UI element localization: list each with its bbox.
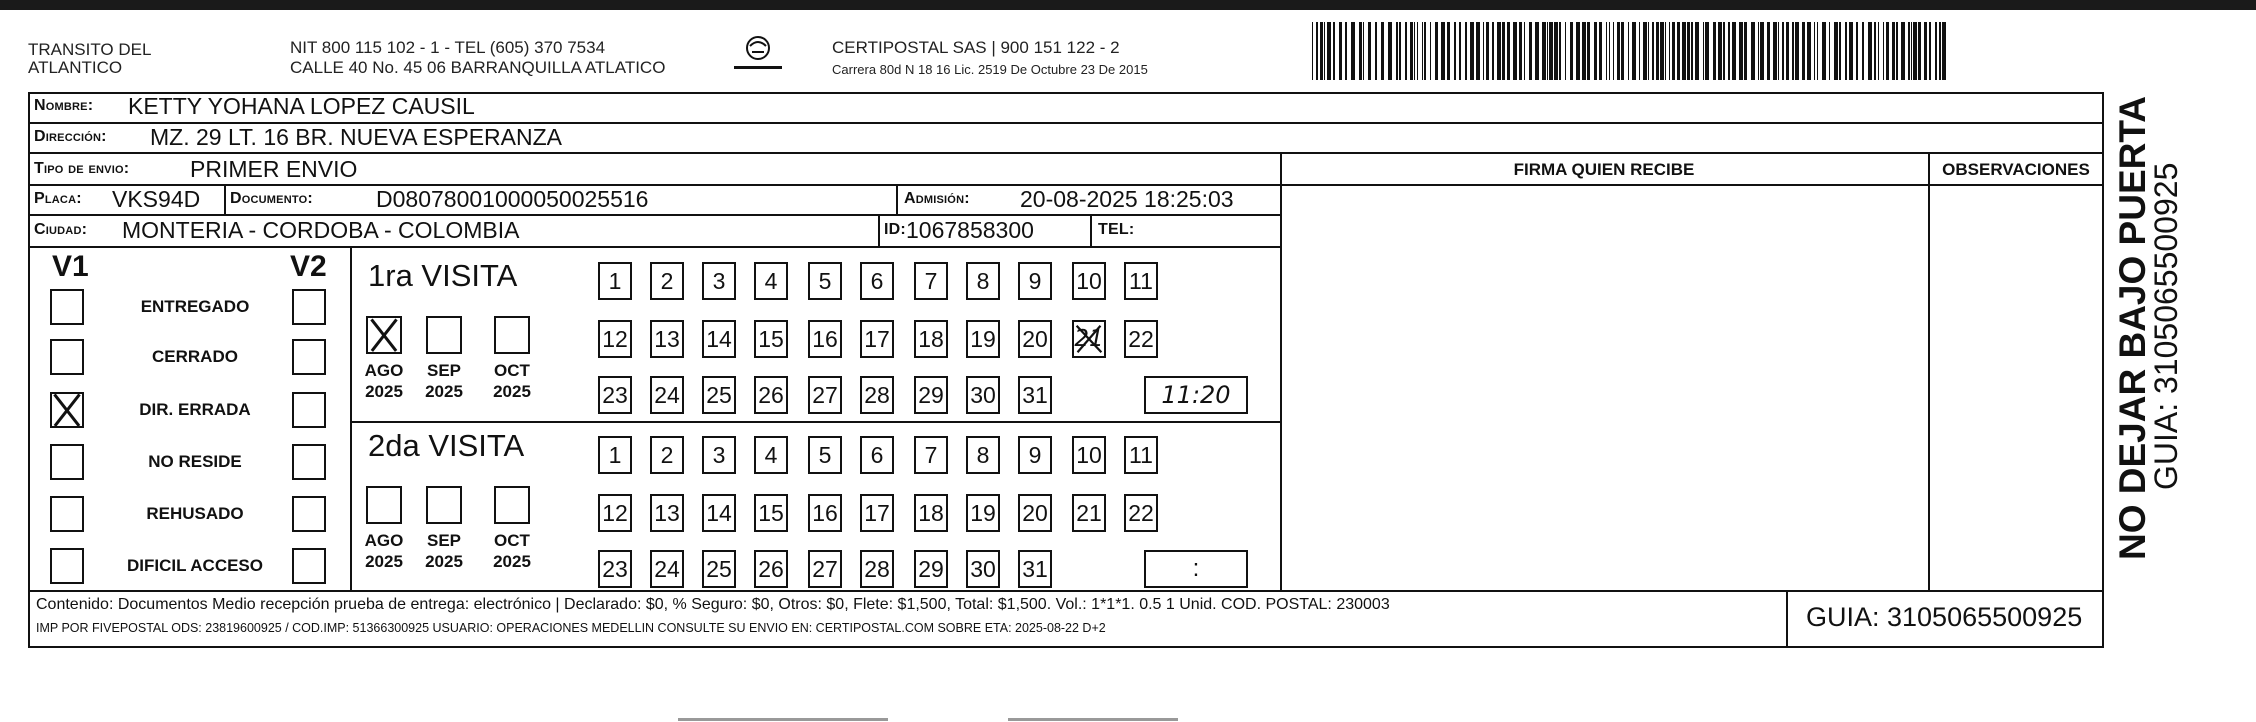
barcode-bar	[1606, 22, 1607, 80]
day-box[interactable]: 22	[1124, 494, 1158, 532]
ciudad-label: Ciudad:	[34, 221, 88, 238]
barcode-bar	[1621, 22, 1624, 80]
time-box[interactable]: :	[1144, 550, 1248, 588]
time-box[interactable]: 11:20	[1144, 376, 1248, 414]
barcode-bar	[1883, 22, 1884, 80]
day-strike-mark	[1077, 326, 1102, 352]
barcode-bar	[1368, 22, 1371, 80]
day-box[interactable]: 17	[860, 494, 894, 532]
day-box[interactable]: 2	[650, 436, 684, 474]
barcode-bar	[1695, 22, 1699, 80]
day-box[interactable]: 13	[650, 320, 684, 358]
day-box[interactable]: 3	[702, 436, 736, 474]
address-line: CALLE 40 No. 45 06 BARRANQUILLA ATLATICO	[290, 58, 666, 77]
barcode-bar	[1705, 22, 1709, 80]
barcode-bar	[1599, 22, 1602, 80]
day-box[interactable]: 31	[1018, 550, 1052, 588]
day-box[interactable]: 29	[914, 376, 948, 414]
barcode-bar	[1388, 22, 1392, 80]
barcode-bar	[1454, 22, 1456, 80]
barcode-bar	[1524, 22, 1525, 80]
day-box[interactable]: 8	[966, 436, 1000, 474]
v2-checkbox[interactable]	[292, 392, 326, 428]
barcode-bar	[1414, 22, 1415, 80]
documento-label: Documento:	[230, 190, 313, 207]
barcode-bar	[1723, 22, 1725, 80]
tipo-envio-value: PRIMER ENVIO	[190, 156, 358, 182]
day-box[interactable]: 20	[1018, 494, 1052, 532]
rule	[224, 184, 226, 214]
barcode-bar	[1339, 22, 1342, 80]
barcode-bar	[1327, 22, 1331, 80]
day-box[interactable]: 4	[754, 262, 788, 300]
barcode-bar	[1435, 22, 1438, 80]
day-box[interactable]: 15	[754, 320, 788, 358]
status-label: REHUSADO	[146, 504, 244, 523]
v1-checkbox[interactable]	[50, 289, 84, 325]
barcode-bar	[1628, 22, 1629, 80]
barcode-bar	[1316, 22, 1318, 80]
scan-mark	[678, 718, 888, 721]
barcode-bar	[1430, 22, 1431, 80]
month-label: AGO 2025	[364, 531, 404, 571]
documento-value: D08078001000050025516	[376, 186, 649, 212]
month-label: OCT 2025	[493, 361, 531, 401]
day-box[interactable]: 9	[1018, 436, 1052, 474]
barcode-bar	[1381, 22, 1384, 80]
barcode-bar	[1758, 22, 1759, 80]
rule	[28, 590, 2104, 592]
day-box[interactable]: 21	[1072, 494, 1106, 532]
barcode-bar	[1549, 22, 1553, 80]
id-label: ID:	[884, 221, 906, 238]
rule	[28, 152, 2104, 154]
scan-mark	[1008, 718, 1178, 721]
month-label: OCT 2025	[493, 531, 531, 571]
firma-header: FIRMA QUIEN RECIBE	[1513, 160, 1695, 179]
barcode-bar	[1333, 22, 1335, 80]
rule	[28, 214, 1280, 216]
nombre-value: KETTY YOHANA LOPEZ CAUSIL	[128, 93, 475, 119]
month-label: SEP 2025	[425, 361, 463, 401]
day-box[interactable]: 24	[650, 376, 684, 414]
barcode-bar	[1424, 22, 1426, 80]
day-box[interactable]: 11	[1124, 436, 1158, 474]
barcode-bar	[1672, 22, 1675, 80]
v2-checkbox[interactable]	[292, 548, 326, 584]
barcode-bar	[1396, 22, 1398, 80]
day-box[interactable]: 10	[1072, 262, 1106, 300]
day-box[interactable]: 25	[702, 376, 736, 414]
barcode-bar	[1312, 22, 1313, 80]
v1-checkbox[interactable]	[50, 444, 84, 480]
barcode-bar	[1513, 22, 1517, 80]
barcode-bar	[1570, 22, 1573, 80]
barcode-bar	[1422, 22, 1423, 80]
barcode-bar	[1470, 22, 1474, 80]
barcode-bar	[1849, 22, 1853, 80]
v2-checkbox[interactable]	[292, 289, 326, 325]
barcode-bar	[1732, 22, 1736, 80]
admision-value: 20-08-2025 18:25:03	[1020, 186, 1234, 212]
barcode-bar	[1497, 22, 1501, 80]
rule	[350, 246, 352, 590]
direccion-label: Dirección:	[34, 128, 107, 145]
barcode-bar	[1441, 22, 1445, 80]
barcode-bar	[1459, 22, 1461, 80]
status-label: DIFICIL ACCESO	[126, 556, 263, 575]
footer-content-line: Contenido: Documentos Medio recepción prueba de entrega: electrónico | Declarado: $0, % Seguro: $0, Otros: $0, Flete: $1,500, Total: $1,500. Vol.: 1*1*1. 0.5 1 Unid. COD. POSTAL: 230003	[36, 596, 1390, 613]
status-label: CERRADO	[152, 347, 238, 366]
barcode-bar	[1375, 22, 1377, 80]
day-box[interactable]: 14	[702, 320, 736, 358]
admision-label: Admisión:	[904, 190, 970, 207]
barcode-bar	[1751, 22, 1755, 80]
barcode-bar	[1669, 22, 1670, 80]
barcode-bar	[1807, 22, 1811, 80]
day-box[interactable]: 14	[702, 494, 736, 532]
v2-header: V2	[290, 250, 327, 283]
day-box[interactable]: 12	[598, 320, 632, 358]
barcode-bar	[1363, 22, 1364, 80]
month-label: AGO 2025	[364, 361, 404, 401]
day-box[interactable]: 30	[966, 550, 1000, 588]
barcode-bar	[1822, 22, 1826, 80]
barcode-bar	[1324, 22, 1325, 80]
barcode-bar	[1942, 22, 1946, 80]
day-box[interactable]: 6	[860, 436, 894, 474]
barcode-bar	[1901, 22, 1905, 80]
tipo-envio-label: Tipo de envio:	[34, 160, 130, 177]
barcode-bar	[1465, 22, 1467, 80]
day-box[interactable]: 20	[1018, 320, 1052, 358]
day-box[interactable]: 22	[1124, 320, 1158, 358]
day-box[interactable]: 18	[914, 320, 948, 358]
rule	[1928, 152, 1930, 590]
day-box[interactable]: 19	[966, 320, 1000, 358]
barcode-bar	[1399, 22, 1401, 80]
barcode-bar	[1829, 22, 1830, 80]
day-box[interactable]: 18	[914, 494, 948, 532]
barcode-bar	[1739, 22, 1743, 80]
day-box[interactable]: 16	[808, 320, 842, 358]
barcode-bar	[1913, 22, 1917, 80]
barcode-bar	[1639, 22, 1640, 80]
barcode-bar	[1792, 22, 1794, 80]
day-box[interactable]: 15	[754, 494, 788, 532]
month-checkbox[interactable]	[494, 486, 530, 524]
barcode-bar	[1613, 22, 1614, 80]
v1-checkbox[interactable]	[50, 548, 84, 584]
day-box[interactable]: 6	[860, 262, 894, 300]
barcode-bar	[1918, 22, 1921, 80]
barcode-bar	[1660, 22, 1664, 80]
id-value: 1067858300	[906, 217, 1034, 243]
day-box[interactable]: 23	[598, 376, 632, 414]
barcode-bar	[1908, 22, 1910, 80]
barcode-bar	[1507, 22, 1510, 80]
barcode-bar	[1410, 22, 1413, 80]
day-box[interactable]: 9	[1018, 262, 1052, 300]
barcode-bar	[1320, 22, 1323, 80]
day-box[interactable]: 23	[598, 550, 632, 588]
barcode-bar	[1687, 22, 1690, 80]
nit-line: NIT 800 115 102 - 1 - TEL (605) 370 7534	[290, 38, 606, 57]
barcode-bar	[1351, 22, 1355, 80]
day-box[interactable]: 7	[914, 436, 948, 474]
certipostal-logo	[728, 32, 788, 78]
barcode-bar	[1924, 22, 1927, 80]
barcode-bar	[1817, 22, 1818, 80]
observaciones-header: OBSERVACIONES	[1942, 160, 2090, 179]
barcode-bar	[1802, 22, 1805, 80]
barcode-bar	[1786, 22, 1789, 80]
day-box[interactable]: 21	[1072, 320, 1106, 358]
direccion-value: MZ. 29 LT. 16 BR. NUEVA ESPERANZA	[150, 124, 563, 150]
barcode-bar	[1535, 22, 1539, 80]
day-box[interactable]: 8	[966, 262, 1000, 300]
barcode-bar	[1677, 22, 1680, 80]
barcode-bar	[1878, 22, 1879, 80]
day-box[interactable]: 24	[650, 550, 684, 588]
month-checkbox[interactable]	[366, 486, 402, 524]
barcode-bar	[1576, 22, 1580, 80]
month-checkbox[interactable]	[494, 316, 530, 354]
barcode-bar	[1502, 22, 1505, 80]
barcode-bar	[1565, 22, 1566, 80]
barcode-bar	[1417, 22, 1418, 80]
barcode-bar	[1483, 22, 1484, 80]
barcode-bar	[1778, 22, 1779, 80]
month-label: SEP 2025	[425, 531, 463, 571]
day-box[interactable]: 16	[808, 494, 842, 532]
top-edge-bar	[0, 0, 2256, 10]
barcode-bar	[1814, 22, 1815, 80]
barcode-bar	[1896, 22, 1898, 80]
status-label: DIR. ERRADA	[139, 400, 251, 419]
tel-label: TEL:	[1098, 221, 1135, 238]
barcode-bar	[1594, 22, 1597, 80]
rule	[1786, 590, 1788, 648]
barcode-bar	[1359, 22, 1362, 80]
day-box[interactable]: 11	[1124, 262, 1158, 300]
barcode-bar	[1542, 22, 1546, 80]
day-box[interactable]: 26	[754, 550, 788, 588]
barcode-bar	[1856, 22, 1858, 80]
barcode-bar	[1782, 22, 1784, 80]
barcode-bar	[1656, 22, 1659, 80]
barcode-bar	[1868, 22, 1872, 80]
day-box[interactable]: 10	[1072, 436, 1106, 474]
barcode-bar	[1892, 22, 1895, 80]
barcode-bar	[1773, 22, 1777, 80]
month-checkbox[interactable]	[426, 486, 462, 524]
barcode-bar	[1547, 22, 1548, 80]
barcode-bar	[1744, 22, 1747, 80]
day-box[interactable]: 17	[860, 320, 894, 358]
day-box[interactable]: 3	[702, 262, 736, 300]
day-box[interactable]: 30	[966, 376, 1000, 414]
barcode-bar	[1886, 22, 1889, 80]
barcode-bar	[1587, 22, 1590, 80]
footer-guia: GUIA: 3105065500925	[1806, 602, 2083, 632]
day-box[interactable]: 4	[754, 436, 788, 474]
rule	[896, 184, 898, 214]
day-box[interactable]: 28	[860, 550, 894, 588]
barcode-bar	[1405, 22, 1407, 80]
barcode-bar	[1939, 22, 1941, 80]
carrier-license: Carrera 80d N 18 16 Lic. 2519 De Octubre 23 De 2015	[832, 62, 1148, 77]
barcode-bar	[1767, 22, 1770, 80]
barcode-bar	[1559, 22, 1561, 80]
barcode-bar	[1874, 22, 1876, 80]
rule	[1280, 152, 1282, 590]
month-checkbox[interactable]	[366, 316, 402, 354]
barcode-bar	[1476, 22, 1480, 80]
day-box[interactable]: 1	[598, 436, 632, 474]
day-box[interactable]: 27	[808, 550, 842, 588]
barcode-bar	[1486, 22, 1489, 80]
v1-checkbox[interactable]	[50, 339, 84, 375]
footer-print-line: IMP POR FIVEPOSTAL ODS: 23819600925 / COD.IMP: 51366300925 USUARIO: OPERACIONES MEDELLIN CONSULTE SU ENVIO EN: CERTIPOSTAL.COM SOBRE ETA: 2025-08-22 D+2	[36, 621, 1106, 635]
barcode-bar	[1345, 22, 1347, 80]
rule	[350, 421, 1280, 423]
barcode-bar	[1834, 22, 1838, 80]
barcode-bar	[1643, 22, 1647, 80]
nombre-label: Nombre:	[34, 97, 94, 114]
barcode-bar	[1718, 22, 1722, 80]
barcode-bar	[1929, 22, 1931, 80]
month-checkbox[interactable]	[426, 316, 462, 354]
barcode-bar	[1839, 22, 1841, 80]
barcode-bar	[1529, 22, 1532, 80]
barcode-bar	[1682, 22, 1686, 80]
day-box[interactable]: 27	[808, 376, 842, 414]
barcode-bar	[1728, 22, 1730, 80]
org-name-line1: TRANSITO DEL	[28, 40, 152, 59]
side-warning: NO DEJAR BAJO PUERTA	[2112, 96, 2153, 560]
v1-checkbox[interactable]	[50, 392, 84, 428]
barcode	[1312, 22, 1950, 80]
barcode-bar	[1554, 22, 1558, 80]
barcode-bar	[1582, 22, 1586, 80]
day-box[interactable]: 26	[754, 376, 788, 414]
day-box[interactable]: 25	[702, 550, 736, 588]
rule	[878, 214, 880, 246]
day-box[interactable]: 7	[914, 262, 948, 300]
day-box[interactable]: 5	[808, 436, 842, 474]
rule	[1928, 184, 2104, 186]
barcode-bar	[1760, 22, 1764, 80]
carrier-line: CERTIPOSTAL SAS | 900 151 122 - 2	[832, 38, 1120, 57]
v1-header: V1	[52, 250, 89, 283]
v1-checkbox[interactable]	[50, 496, 84, 532]
v2-checkbox[interactable]	[292, 339, 326, 375]
placa-label: Placa:	[34, 190, 82, 207]
barcode-bar	[1911, 22, 1912, 80]
barcode-bar	[1648, 22, 1649, 80]
day-box[interactable]: 28	[860, 376, 894, 414]
day-box[interactable]: 12	[598, 494, 632, 532]
day-box[interactable]: 29	[914, 550, 948, 588]
side-guia: GUIA: 3105065500925	[2148, 162, 2184, 490]
barcode-bar	[1935, 22, 1937, 80]
barcode-bar	[1617, 22, 1620, 80]
barcode-bar	[1447, 22, 1450, 80]
second-visit-title: 2da VISITA	[368, 428, 525, 463]
day-box[interactable]: 5	[808, 262, 842, 300]
barcode-bar	[1519, 22, 1522, 80]
rule	[1090, 214, 1092, 246]
v2-checkbox[interactable]	[292, 444, 326, 480]
rule	[28, 246, 1280, 248]
barcode-bar	[1665, 22, 1666, 80]
barcode-bar	[1845, 22, 1847, 80]
barcode-bar	[1652, 22, 1654, 80]
barcode-bar	[1703, 22, 1704, 80]
ciudad-value: MONTERIA - CORDOBA - COLOMBIA	[122, 217, 520, 243]
day-box[interactable]: 19	[966, 494, 1000, 532]
day-box[interactable]: 31	[1018, 376, 1052, 414]
placa-value: VKS94D	[112, 186, 201, 212]
barcode-bar	[1691, 22, 1693, 80]
v2-checkbox[interactable]	[292, 496, 326, 532]
status-label: ENTREGADO	[140, 297, 250, 316]
barcode-bar	[1795, 22, 1799, 80]
day-box[interactable]: 1	[598, 262, 632, 300]
first-visit-title: 1ra VISITA	[368, 258, 518, 293]
barcode-bar	[1609, 22, 1610, 80]
barcode-bar	[1713, 22, 1716, 80]
status-label: NO RESIDE	[148, 452, 242, 471]
barcode-bar	[1492, 22, 1494, 80]
day-box[interactable]: 13	[650, 494, 684, 532]
barcode-bar	[1862, 22, 1864, 80]
org-name-line2: ATLANTICO	[28, 58, 123, 77]
barcode-bar	[1632, 22, 1636, 80]
day-box[interactable]: 2	[650, 262, 684, 300]
